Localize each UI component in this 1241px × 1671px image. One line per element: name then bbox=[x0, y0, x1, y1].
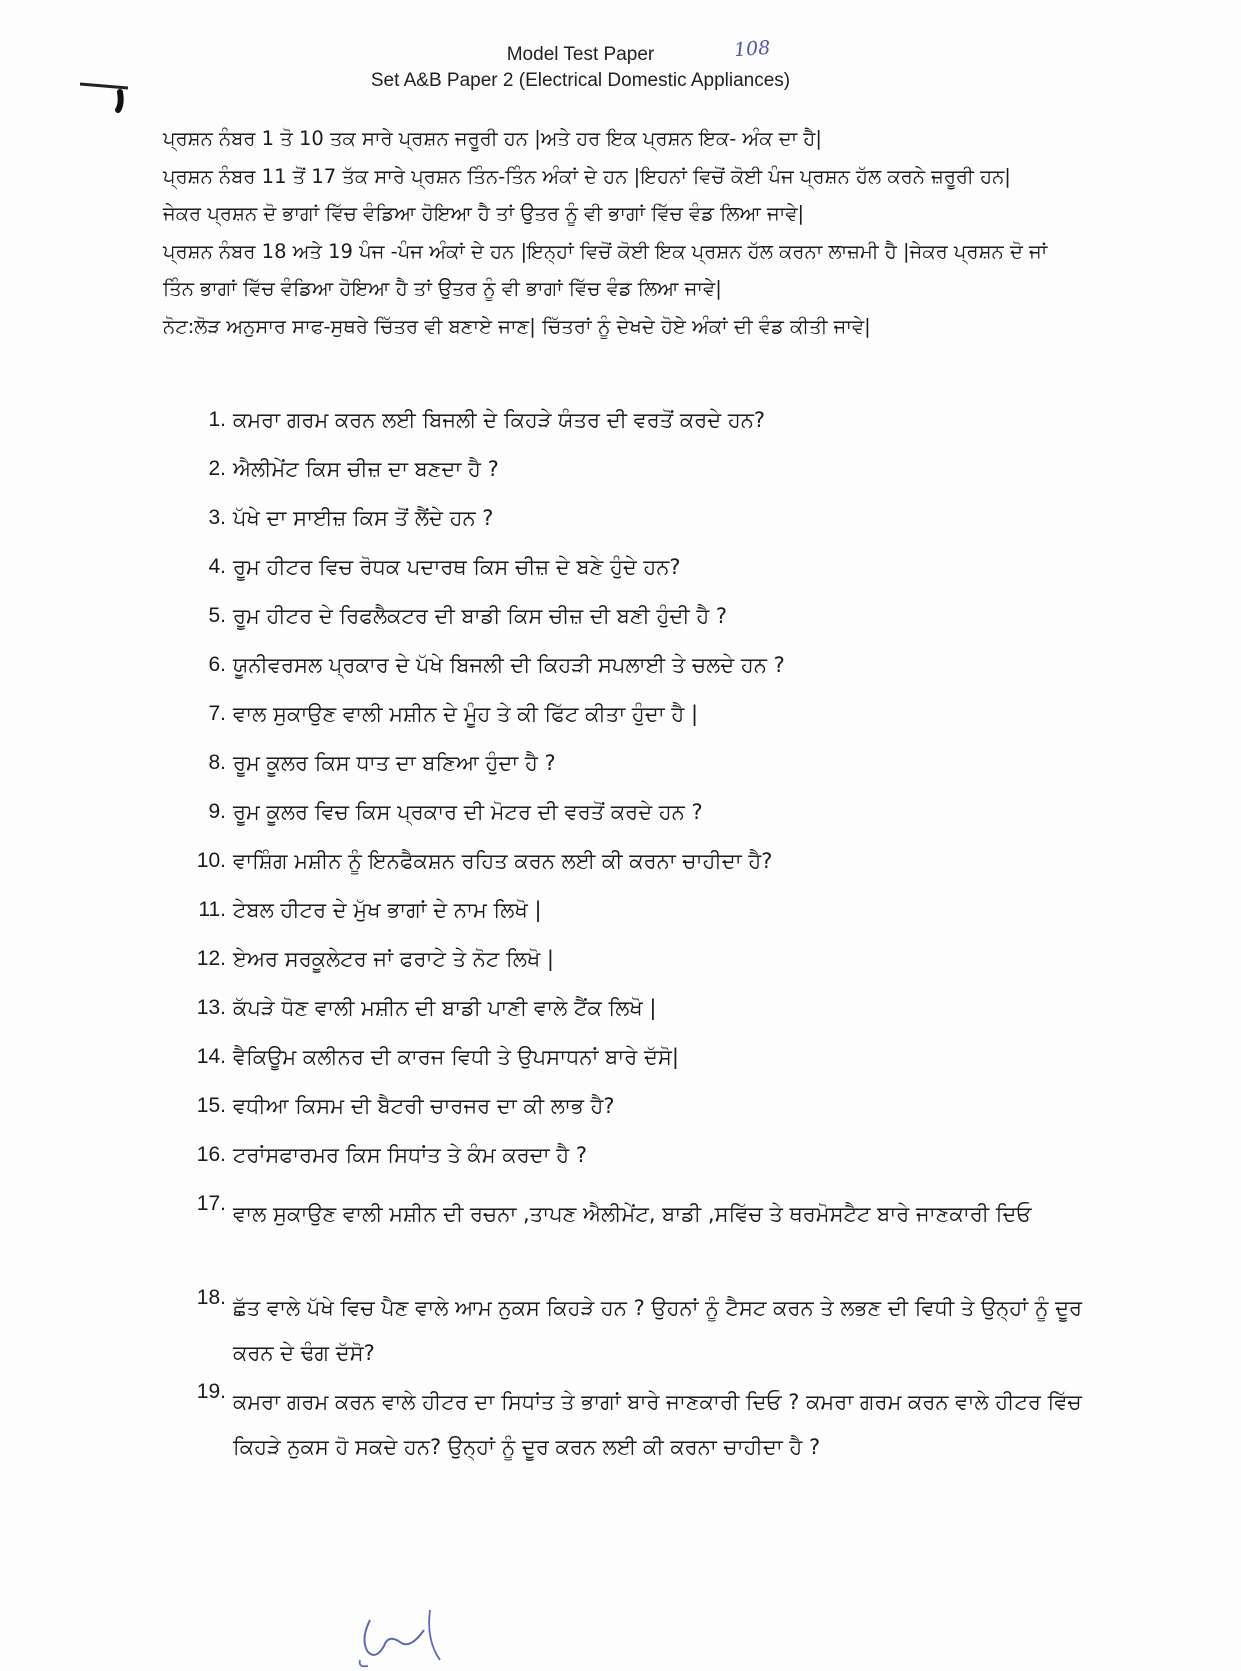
question-number: 12. bbox=[196, 947, 226, 970]
question-number: 4. bbox=[208, 555, 226, 578]
question-text: ਪੱਖੇ ਦਾ ਸਾਈਜ਼ ਕਿਸ ਤੋਂ ਲੈਂਦੇ ਹਨ ? bbox=[233, 506, 494, 530]
question-number: 10. bbox=[196, 849, 226, 872]
instruction-line: ਪ੍ਰਸ਼ਨ ਨੰਬਰ 1 ਤੋ 10 ਤਕ ਸਾਰੇ ਪ੍ਰਸ਼ਨ ਜਰੂਰੀ ਹਨ |ਅਤੇ ਹਰ ਇਕ ਪ੍ਰਸ਼ਨ ਇਕ- ਅੰਕ ਦਾ ਹੈ| bbox=[163, 127, 822, 150]
question-number: 9. bbox=[208, 800, 226, 823]
question-text: ਟੇਬਲ ਹੀਟਰ ਦੇ ਮੁੱਖ ਭਾਗਾਂ ਦੇ ਨਾਮ ਲਿਖੋ | bbox=[233, 898, 542, 922]
question-text: ਰੂਮ ਕੂਲਰ ਕਿਸ ਧਾਤ ਦਾ ਬਣਿਆ ਹੁੰਦਾ ਹੈ ? bbox=[233, 751, 556, 775]
question-text: ਵਾਲ ਸੁਕਾਉਣ ਵਾਲੀ ਮਸ਼ੀਨ ਦੀ ਰਚਨਾ ,ਤਾਪਣ ਐਲੀਮੇਂਟ, ਬਾਡੀ ,ਸਵਿੱਚ ਤੇ ਥਰਮੋਸਟੈਟ ਬਾਰੇ ਜਾਣਕਾਰੀ ਦਿਓ bbox=[233, 1202, 1032, 1226]
instruction-line: ਨੋਟ:ਲੋੜ ਅਨੁਸਾਰ ਸਾਫ-ਸੁਥਰੇ ਚਿੱਤਰ ਵੀ ਬਣਾਏ ਜਾਣ| ਚਿੱਤਰਾਂ ਨੂੰ ਦੇਖਦੇ ਹੋਏ ਅੰਕਾਂ ਦੀ ਵੰਡ ਕੀਤੀ ਜਾਵੇ| bbox=[163, 314, 871, 338]
question-text: ਕਮਰਾ ਗਰਮ ਕਰਨ ਲਈ ਬਿਜਲੀ ਦੇ ਕਿਹੜੇ ਯੰਤਰ ਦੀ ਵਰਤੋਂ ਕਰਦੇ ਹਨ? bbox=[233, 408, 765, 432]
question-text: ਟਰਾਂਸਫਾਰਮਰ ਕਿਸ ਸਿਧਾਂਤ ਤੇ ਕੰਮ ਕਰਦਾ ਹੈ ? bbox=[233, 1143, 588, 1167]
instruction-line: ਪ੍ਰਸ਼ਨ ਨੰਬਰ 18 ਅਤੇ 19 ਪੰਜ -ਪੰਜ ਅੰਕਾਂ ਦੇ ਹਨ |ਇਨ੍ਹਾਂ ਵਿਚੋਂ ਕੋਈ ਇਕ ਪ੍ਰਸ਼ਨ ਹੱਲ ਕਰਨਾ ਲਾਜ਼ਮੀ ਹੈ |ਜੇਕਰ ਪ੍ਰਸ਼ਨ ਦੋ ਜਾਂ bbox=[163, 239, 1048, 263]
question-text: ਕੱਪੜੇ ਧੋਣ ਵਾਲੀ ਮਸ਼ੀਨ ਦੀ ਬਾਡੀ ਪਾਣੀ ਵਾਲੇ ਟੈਂਕ ਲਿਖੋ | bbox=[233, 996, 657, 1020]
question-number: 14. bbox=[196, 1045, 226, 1068]
question-number: 3. bbox=[208, 506, 226, 529]
question-number: 5. bbox=[208, 604, 226, 627]
paper-title: Model Test Paper bbox=[506, 44, 655, 65]
question-number: 6. bbox=[208, 653, 226, 676]
question-number: 16. bbox=[196, 1143, 226, 1166]
stray-pen-mark bbox=[78, 78, 138, 118]
question-number: 19. bbox=[196, 1380, 226, 1403]
question-number: 13. bbox=[196, 996, 226, 1019]
instruction-line: ਪ੍ਰਸ਼ਨ ਨੰਬਰ 11 ਤੋਂ 17 ਤੱਕ ਸਾਰੇ ਪ੍ਰਸ਼ਨ ਤਿੰਨ-ਤਿੰਨ ਅੰਕਾਂ ਦੇ ਹਨ |ਇਹਨਾਂ ਵਿਚੋਂ ਕੋਈ ਪੰਜ ਪ੍ਰਸ਼ਨ ਹੱਲ ਕਰਨੇ ਜ਼ਰੂਰੀ ਹਨ| bbox=[163, 164, 1011, 188]
question-text: ਐਲੀਮੇਂਟ ਕਿਸ ਚੀਜ਼ ਦਾ ਬਣਦਾ ਹੈ ? bbox=[233, 457, 499, 481]
question-number: 8. bbox=[208, 751, 226, 774]
question-text: ਵਾਸ਼ਿੰਗ ਮਸ਼ੀਨ ਨੂੰ ਇਨਫੈਕਸ਼ਨ ਰਹਿਤ ਕਰਨ ਲਈ ਕੀ ਕਰਨਾ ਚਾਹੀਦਾ ਹੈ? bbox=[233, 849, 773, 873]
question-text: ਯੂਨੀਵਰਸਲ ਪ੍ਰਕਾਰ ਦੇ ਪੱਖੇ ਬਿਜਲੀ ਦੀ ਕਿਹੜੀ ਸਪਲਾਈ ਤੇ ਚਲਦੇ ਹਨ ? bbox=[233, 653, 785, 677]
question-text: ਵਧੀਆ ਕਿਸਮ ਦੀ ਬੈਟਰੀ ਚਾਰਜਰ ਦਾ ਕੀ ਲਾਭ ਹੈ? bbox=[233, 1094, 615, 1118]
handwritten-signature bbox=[340, 1590, 480, 1670]
question-text: ਵਾਲ ਸੁਕਾਉਣ ਵਾਲੀ ਮਸ਼ੀਨ ਦੇ ਮੂੰਹ ਤੇ ਕੀ ਫਿੱਟ ਕੀਤਾ ਹੁੰਦਾ ਹੈ | bbox=[233, 702, 699, 726]
question-number: 18. bbox=[196, 1286, 226, 1309]
paper-subtitle: Set A&B Paper 2 (Electrical Domestic Appliances) bbox=[370, 70, 791, 91]
question-text: ਰੂਮ ਹੀਟਰ ਵਿਚ ਰੋਧਕ ਪਦਾਰਥ ਕਿਸ ਚੀਜ਼ ਦੇ ਬਣੇ ਹੁੰਦੇ ਹਨ? bbox=[233, 555, 681, 579]
question-number: 15. bbox=[196, 1094, 226, 1117]
instruction-line: ਤਿੰਨ ਭਾਗਾਂ ਵਿੱਚ ਵੰਡਿਆ ਹੋਇਆ ਹੈ ਤਾਂ ਉਤਰ ਨੂੰ ਵੀ ਭਾਗਾਂ ਵਿੱਚ ਵੰਡ ਲਿਆ ਜਾਵੇ| bbox=[163, 277, 722, 300]
question-number: 17. bbox=[196, 1192, 226, 1215]
question-number: 1. bbox=[208, 408, 226, 431]
question-text: ਕਮਰਾ ਗਰਮ ਕਰਨ ਵਾਲੇ ਹੀਟਰ ਦਾ ਸਿਧਾਂਤ ਤੇ ਭਾਗਾਂ ਬਾਰੇ ਜਾਣਕਾਰੀ ਦਿਓ ? ਕਮਰਾ ਗਰਮ ਕਰਨ ਵਾਲੇ ਹੀਟਰ ਵਿੱਚ ਕਿਹੜੇ ਨੁਕਸ ਹੋ ਸਕਦੇ ਹਨ? ਉਨ੍ਹਾਂ ਨੂੰ ਦੂਰ ਕਰਨ ਲਈ ਕੀ ਕਰਨਾ ਚਾਹੀਦਾ ਹੈ ? bbox=[233, 1390, 1082, 1459]
handwritten-page-number: 108 bbox=[733, 36, 771, 62]
question-number: 2. bbox=[208, 457, 226, 480]
question-number: 7. bbox=[208, 702, 226, 725]
question-text: ਵੈਕਿਊਮ ਕਲੀਨਰ ਦੀ ਕਾਰਜ ਵਿਧੀ ਤੇ ਉਪਸਾਧਨਾਂ ਬਾਰੇ ਦੱਸੋ| bbox=[233, 1045, 679, 1069]
question-text: ਰੂਮ ਕੂਲਰ ਵਿਚ ਕਿਸ ਪ੍ਰਕਾਰ ਦੀ ਮੋਟਰ ਦੀ ਵਰਤੋਂ ਕਰਦੇ ਹਨ ? bbox=[233, 800, 703, 824]
question-number: 11. bbox=[198, 898, 226, 921]
instructions-block bbox=[163, 120, 1123, 345]
question-text: ਏਅਰ ਸਰਕੂਲੇਟਰ ਜਾਂ ਫਰਾਟੇ ਤੇ ਨੋਟ ਲਿਖੋ | bbox=[233, 947, 555, 971]
question-text: ਰੂਮ ਹੀਟਰ ਦੇ ਰਿਫਲੈਕਟਰ ਦੀ ਬਾਡੀ ਕਿਸ ਚੀਜ਼ ਦੀ ਬਣੀ ਹੁੰਦੀ ਹੈ ? bbox=[233, 604, 728, 628]
instruction-line: ਜੇਕਰ ਪ੍ਰਸ਼ਨ ਦੋ ਭਾਗਾਂ ਵਿੱਚ ਵੰਡਿਆ ਹੋਇਆ ਹੈ ਤਾਂ ਉਤਰ ਨੂੰ ਵੀ ਭਾਗਾਂ ਵਿੱਚ ਵੰਡ ਲਿਆ ਜਾਵੇ| bbox=[163, 202, 805, 225]
question-text: ਛੱਤ ਵਾਲੇ ਪੱਖੇ ਵਿਚ ਪੈਣ ਵਾਲੇ ਆਮ ਨੁਕਸ ਕਿਹੜੇ ਹਨ ? ਉਹਨਾਂ ਨੂੰ ਟੈਸਟ ਕਰਨ ਤੇ ਲਭਣ ਦੀ ਵਿਧੀ ਤੇ ਉਨ੍ਹਾਂ ਨੂੰ ਦੂਰ ਕਰਨ ਦੇ ਢੰਗ ਦੱਸੋ? bbox=[233, 1296, 1083, 1365]
